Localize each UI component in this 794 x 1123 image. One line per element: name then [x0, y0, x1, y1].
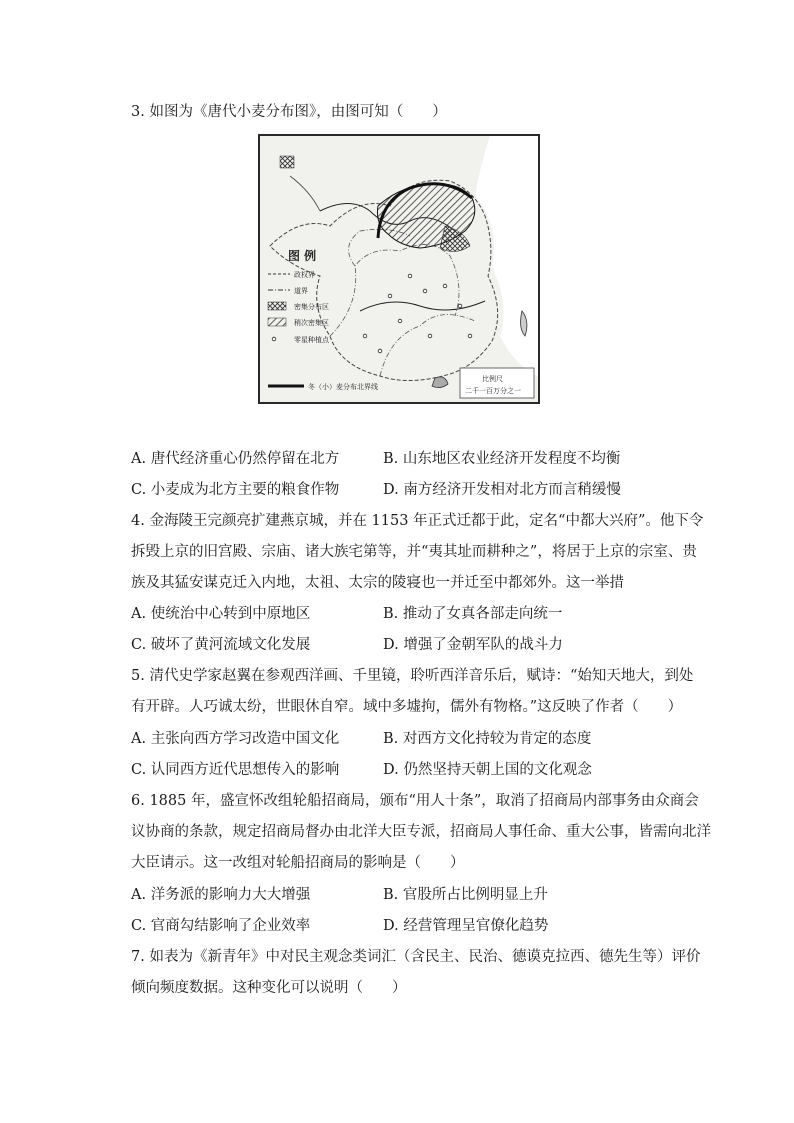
q6-option-d[interactable]: D. 经营管理呈官僚化趋势 — [383, 918, 549, 934]
q3-option-b[interactable]: B. 山东地区农业经济开发程度不均衡 — [383, 451, 621, 467]
q4-stem-line-3: 族及其猛安谋克迁入内地，太祖、太宗的陵寝也一并迁至中都郊外。这一举措 — [131, 575, 624, 591]
legend-item-5: 零星种植点 — [294, 336, 329, 344]
q3-option-c[interactable]: C. 小麦成为北方主要的粮食作物 — [131, 482, 340, 498]
q7-stem-line-2: 倾向频度数据。这种变化可以说明（ ） — [131, 980, 407, 996]
legend-item-6: 冬（小）麦分布北界线 — [308, 383, 378, 391]
legend-item-4: 稍次密集区 — [294, 319, 329, 327]
q5-stem-line-1: 5. 清代史学家赵翼在参观西洋画、千里镜，聆听西洋音乐后，赋诗：“始知天地大，到处 — [131, 668, 694, 684]
q4-option-d[interactable]: D. 增强了金朝军队的战斗力 — [383, 637, 563, 653]
q5-option-d[interactable]: D. 仍然坚持天朝上国的文化观念 — [383, 762, 592, 778]
q5-option-a[interactable]: A. 主张向西方学习改造中国文化 — [131, 731, 340, 747]
q6-option-b[interactable]: B. 官股所占比例明显上升 — [383, 887, 548, 903]
legend-item-2: 道界 — [294, 287, 308, 295]
q4-option-b[interactable]: B. 推动了女真各部走向统一 — [383, 606, 563, 622]
q4-stem-line-1: 4. 金海陵王完颜亮扩建燕京城，并在 1153 年正式迁都于此，定名“中都大兴府”。他下令 — [131, 513, 704, 529]
legend-item-1: 政权界 — [294, 271, 315, 279]
q4-option-a[interactable]: A. 使统治中心转到中原地区 — [131, 606, 311, 622]
q6-option-c[interactable]: C. 官商勾结影响了企业效率 — [131, 918, 311, 934]
map-figure — [260, 136, 538, 402]
tang-wheat-map — [258, 134, 540, 404]
q5-option-b[interactable]: B. 对西方文化持较为肯定的态度 — [383, 731, 592, 747]
scale-label: 比例尺 — [482, 375, 503, 383]
q3-option-a[interactable]: A. 唐代经济重心仍然停留在北方 — [131, 451, 340, 467]
q7-stem-line-1: 7. 如表为《新青年》中对民主观念类词汇（含民主、民治、德谟克拉西、德先生等）评价 — [131, 949, 701, 965]
q6-option-a[interactable]: A. 洋务派的影响力大大增强 — [131, 887, 311, 903]
legend-title: 图 例 — [288, 249, 317, 263]
q3-stem: 3. 如图为《唐代小麦分布图》，由图可知（ ） — [131, 104, 447, 120]
q6-stem-line-3: 大臣请示。这一改组对轮船招商局的影响是（ ） — [131, 855, 465, 871]
q3-option-d[interactable]: D. 南方经济开发相对北方而言稍缓慢 — [383, 482, 621, 498]
q4-stem-line-2: 拆毁上京的旧宫殿、宗庙、诸大族宅第等，并“夷其址而耕种之”，将居于上京的宗室、贵 — [131, 544, 697, 560]
q5-stem-line-2: 有开辟。人巧诚太纷，世眼休自窄。域中多墟拘，儒外有物格。”这反映了作者（ ） — [131, 699, 683, 715]
q5-option-c[interactable]: C. 认同西方近代思想传入的影响 — [131, 762, 340, 778]
scale-value: 二千一百万分之一 — [465, 387, 521, 395]
q6-stem-line-1: 6. 1885 年，盛宣怀改组轮船招商局，颁布“用人十条”，取消了招商局内部事务由众商会 — [131, 793, 699, 809]
legend-item-3: 密集分布区 — [294, 303, 329, 311]
q4-option-c[interactable]: C. 破坏了黄河流域文化发展 — [131, 637, 311, 653]
q6-stem-line-2: 议协商的条款，规定招商局督办由北洋大臣专派，招商局人事任命、重大公事，皆需向北洋 — [131, 824, 711, 840]
